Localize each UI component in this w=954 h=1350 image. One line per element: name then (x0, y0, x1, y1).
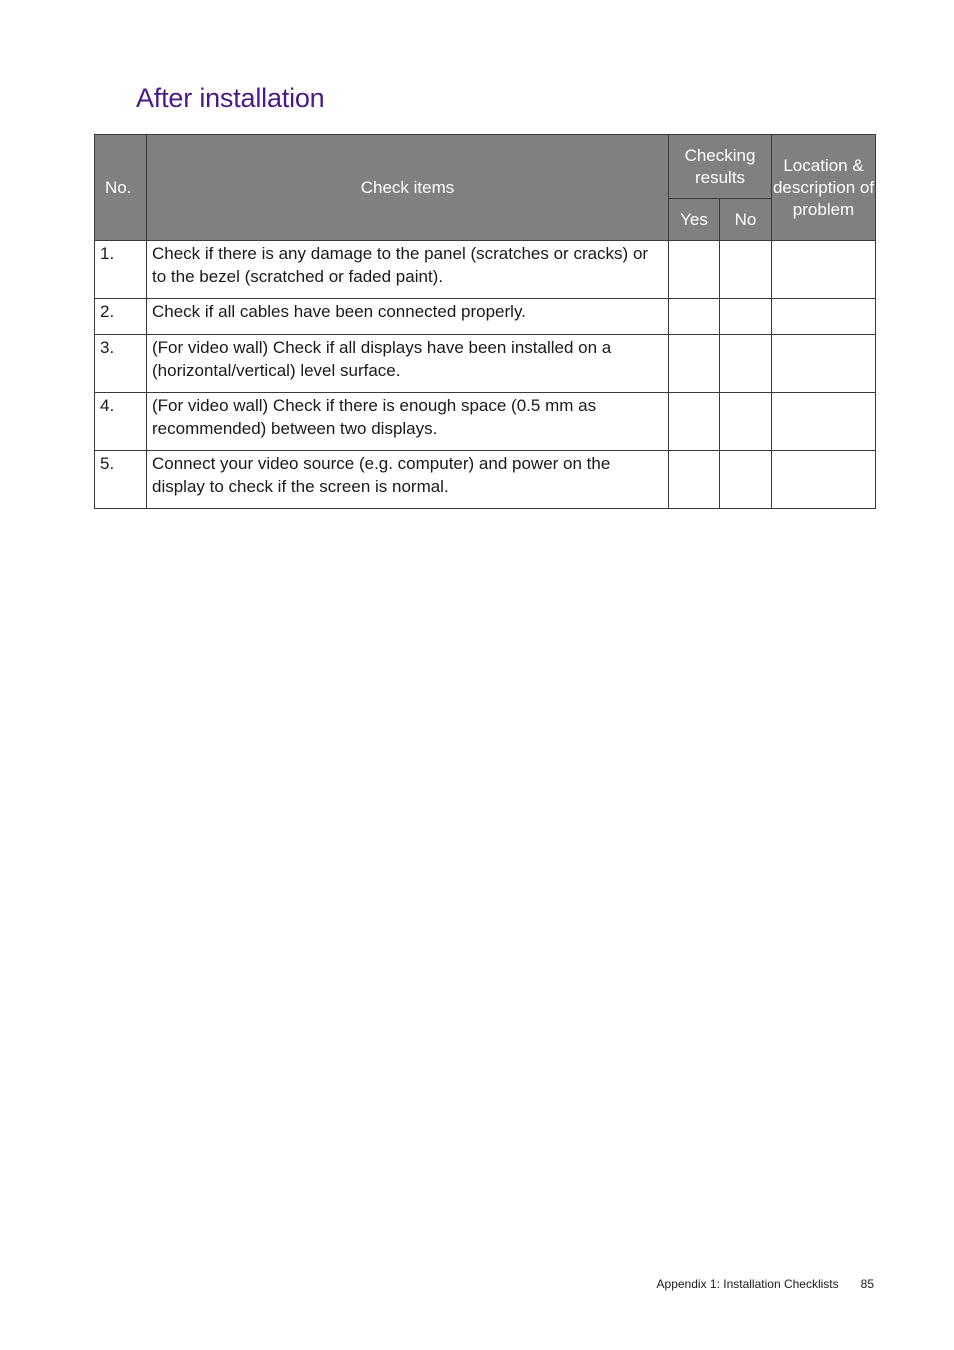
table-row (95, 241, 876, 299)
no-cell[interactable] (720, 451, 772, 509)
page-number: 85 (860, 1277, 874, 1291)
yes-cell[interactable] (669, 241, 720, 299)
page-title: After installation (136, 83, 325, 113)
footer-section-title: Appendix 1: Installation Checklists (656, 1277, 839, 1291)
yes-cell[interactable] (669, 299, 720, 335)
location-cell[interactable] (772, 241, 876, 299)
header-no-result: No (720, 199, 772, 241)
installation-checklist-table (94, 134, 876, 509)
header-check-items: Check items (147, 135, 669, 241)
yes-cell[interactable] (669, 335, 720, 393)
row-number: 4. (95, 393, 147, 451)
check-item: Connect your video source (e.g. computer) and power on the display to check if the screen is normal. (147, 451, 669, 509)
yes-cell[interactable] (669, 393, 720, 451)
table-row (95, 393, 876, 451)
location-cell[interactable] (772, 393, 876, 451)
check-item: Check if there is any damage to the panel (scratches or cracks) or to the bezel (scratched or faded paint). (147, 241, 669, 299)
row-number: 3. (95, 335, 147, 393)
row-number: 5. (95, 451, 147, 509)
header-checking-results: Checking results (669, 135, 772, 199)
row-number: 1. (95, 241, 147, 299)
location-cell[interactable] (772, 299, 876, 335)
check-item: (For video wall) Check if all displays have been installed on a (horizontal/vertical) level surface. (147, 335, 669, 393)
no-cell[interactable] (720, 299, 772, 335)
yes-cell[interactable] (669, 451, 720, 509)
table-row (95, 299, 876, 335)
check-item: Check if all cables have been connected properly. (147, 299, 669, 335)
header-no: No. (95, 135, 147, 241)
page-footer (657, 1277, 874, 1291)
check-item: (For video wall) Check if there is enough space (0.5 mm as recommended) between two displays. (147, 393, 669, 451)
table-row (95, 335, 876, 393)
no-cell[interactable] (720, 393, 772, 451)
no-cell[interactable] (720, 241, 772, 299)
location-cell[interactable] (772, 451, 876, 509)
location-cell[interactable] (772, 335, 876, 393)
header-yes: Yes (669, 199, 720, 241)
row-number: 2. (95, 299, 147, 335)
no-cell[interactable] (720, 335, 772, 393)
table-row (95, 451, 876, 509)
header-location-description: Location & description of problem (772, 135, 876, 241)
